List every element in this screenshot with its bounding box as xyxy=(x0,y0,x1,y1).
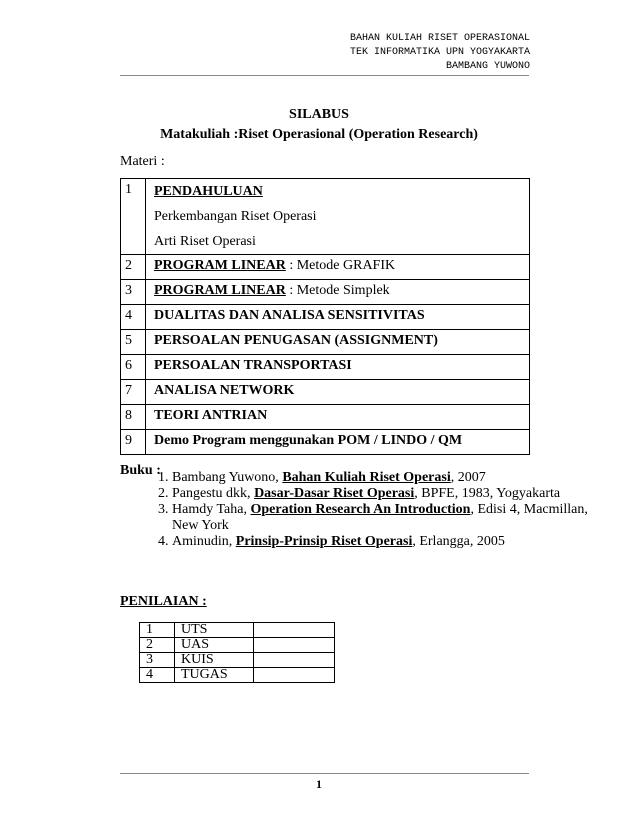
footer-divider xyxy=(120,773,529,774)
penilaian-number: 1 xyxy=(140,623,175,638)
book-details: , BPFE, 1983, Yogyakarta xyxy=(414,486,561,501)
materi-topic: PERSOALAN TRANSPORTASI xyxy=(146,355,530,380)
materi-topic: Demo Program menggunakan POM / LINDO / QM xyxy=(146,430,530,455)
materi-topic: PERSOALAN PENUGASAN (ASSIGNMENT) xyxy=(146,330,530,355)
materi-number: 7 xyxy=(121,380,146,405)
book-author: Bambang Yuwono, xyxy=(172,470,283,485)
materi-number: 5 xyxy=(121,330,146,355)
materi-label: Materi : xyxy=(120,154,165,169)
document-title: SILABUS xyxy=(289,107,349,122)
book-title: Prinsip-Prinsip Riset Operasi xyxy=(235,534,413,549)
materi-row xyxy=(121,380,530,405)
penilaian-item: KUIS xyxy=(175,653,254,668)
materi-number: 9 xyxy=(121,430,146,455)
materi-topic-suffix: : Metode Simplek xyxy=(285,283,390,298)
materi-row xyxy=(121,255,530,280)
materi-number: 1 xyxy=(121,179,146,255)
book-author: Aminudin, xyxy=(172,534,236,549)
materi-row xyxy=(121,330,530,355)
book-details: , Edisi 4, Macmillan, New York xyxy=(172,502,588,533)
book-title: Dasar-Dasar Riset Operasi xyxy=(254,486,415,501)
materi-number: 4 xyxy=(121,305,146,330)
materi-number: 2 xyxy=(121,255,146,280)
penilaian-value xyxy=(254,668,335,683)
penilaian-item: TUGAS xyxy=(175,668,254,683)
book-list xyxy=(120,470,592,550)
book-item xyxy=(172,534,592,550)
materi-topic: ANALISA NETWORK xyxy=(146,380,530,405)
book-title: Operation Research An Introduction xyxy=(250,502,471,517)
materi-table xyxy=(120,178,530,455)
header-divider xyxy=(120,75,529,76)
materi-row xyxy=(121,355,530,380)
book-author: Pangestu dkk, xyxy=(172,486,255,501)
materi-subtopic: Arti Riset Operasi xyxy=(154,234,256,249)
materi-row xyxy=(121,405,530,430)
materi-topic xyxy=(146,179,530,255)
materi-number: 6 xyxy=(121,355,146,380)
penilaian-row xyxy=(140,653,335,668)
materi-row xyxy=(121,280,530,305)
book-details: , Erlangga, 2005 xyxy=(412,534,505,549)
penilaian-value xyxy=(254,638,335,653)
materi-number: 3 xyxy=(121,280,146,305)
materi-topic: DUALITAS DAN ANALISA SENSITIVITAS xyxy=(146,305,530,330)
document-subtitle: Matakuliah :Riset Operasional (Operation Research) xyxy=(160,127,478,142)
page-number: 1 xyxy=(316,777,322,791)
header-line-3: BAMBANG YUWONO xyxy=(445,61,530,72)
materi-number: 8 xyxy=(121,405,146,430)
materi-row xyxy=(121,305,530,330)
book-item xyxy=(172,470,592,486)
book-title: Bahan Kuliah Riset Operasi xyxy=(282,470,451,485)
materi-subtopic: Perkembangan Riset Operasi xyxy=(154,209,317,224)
book-item xyxy=(172,486,592,502)
buku-label: Buku : xyxy=(120,463,161,478)
book-item xyxy=(172,502,592,534)
header-line-1: BAHAN KULIAH RISET OPERASIONAL xyxy=(349,33,530,44)
penilaian-row xyxy=(140,623,335,638)
materi-row xyxy=(121,430,530,455)
penilaian-item: UTS xyxy=(175,623,254,638)
penilaian-label: PENILAIAN : xyxy=(120,594,207,609)
penilaian-value xyxy=(254,653,335,668)
penilaian-row xyxy=(140,668,335,683)
materi-row xyxy=(121,179,530,255)
materi-topic xyxy=(146,280,530,305)
book-author: Hamdy Taha, xyxy=(172,502,251,517)
materi-topic-title: PROGRAM LINEAR xyxy=(154,283,286,298)
penilaian-number: 2 xyxy=(140,638,175,653)
materi-topic: TEORI ANTRIAN xyxy=(146,405,530,430)
materi-topic-suffix: : Metode GRAFIK xyxy=(285,258,396,273)
materi-heading: PENDAHULUAN xyxy=(154,184,263,199)
penilaian-number: 4 xyxy=(140,668,175,683)
materi-topic xyxy=(146,255,530,280)
book-details: , 2007 xyxy=(450,470,486,485)
penilaian-row xyxy=(140,638,335,653)
materi-topic-title: PROGRAM LINEAR xyxy=(154,258,286,273)
header-line-2: TEK INFORMATIKA UPN YOGYAKARTA xyxy=(349,47,530,58)
penilaian-table xyxy=(139,622,335,683)
page-header xyxy=(350,32,530,74)
penilaian-value xyxy=(254,623,335,638)
penilaian-item: UAS xyxy=(175,638,254,653)
penilaian-number: 3 xyxy=(140,653,175,668)
